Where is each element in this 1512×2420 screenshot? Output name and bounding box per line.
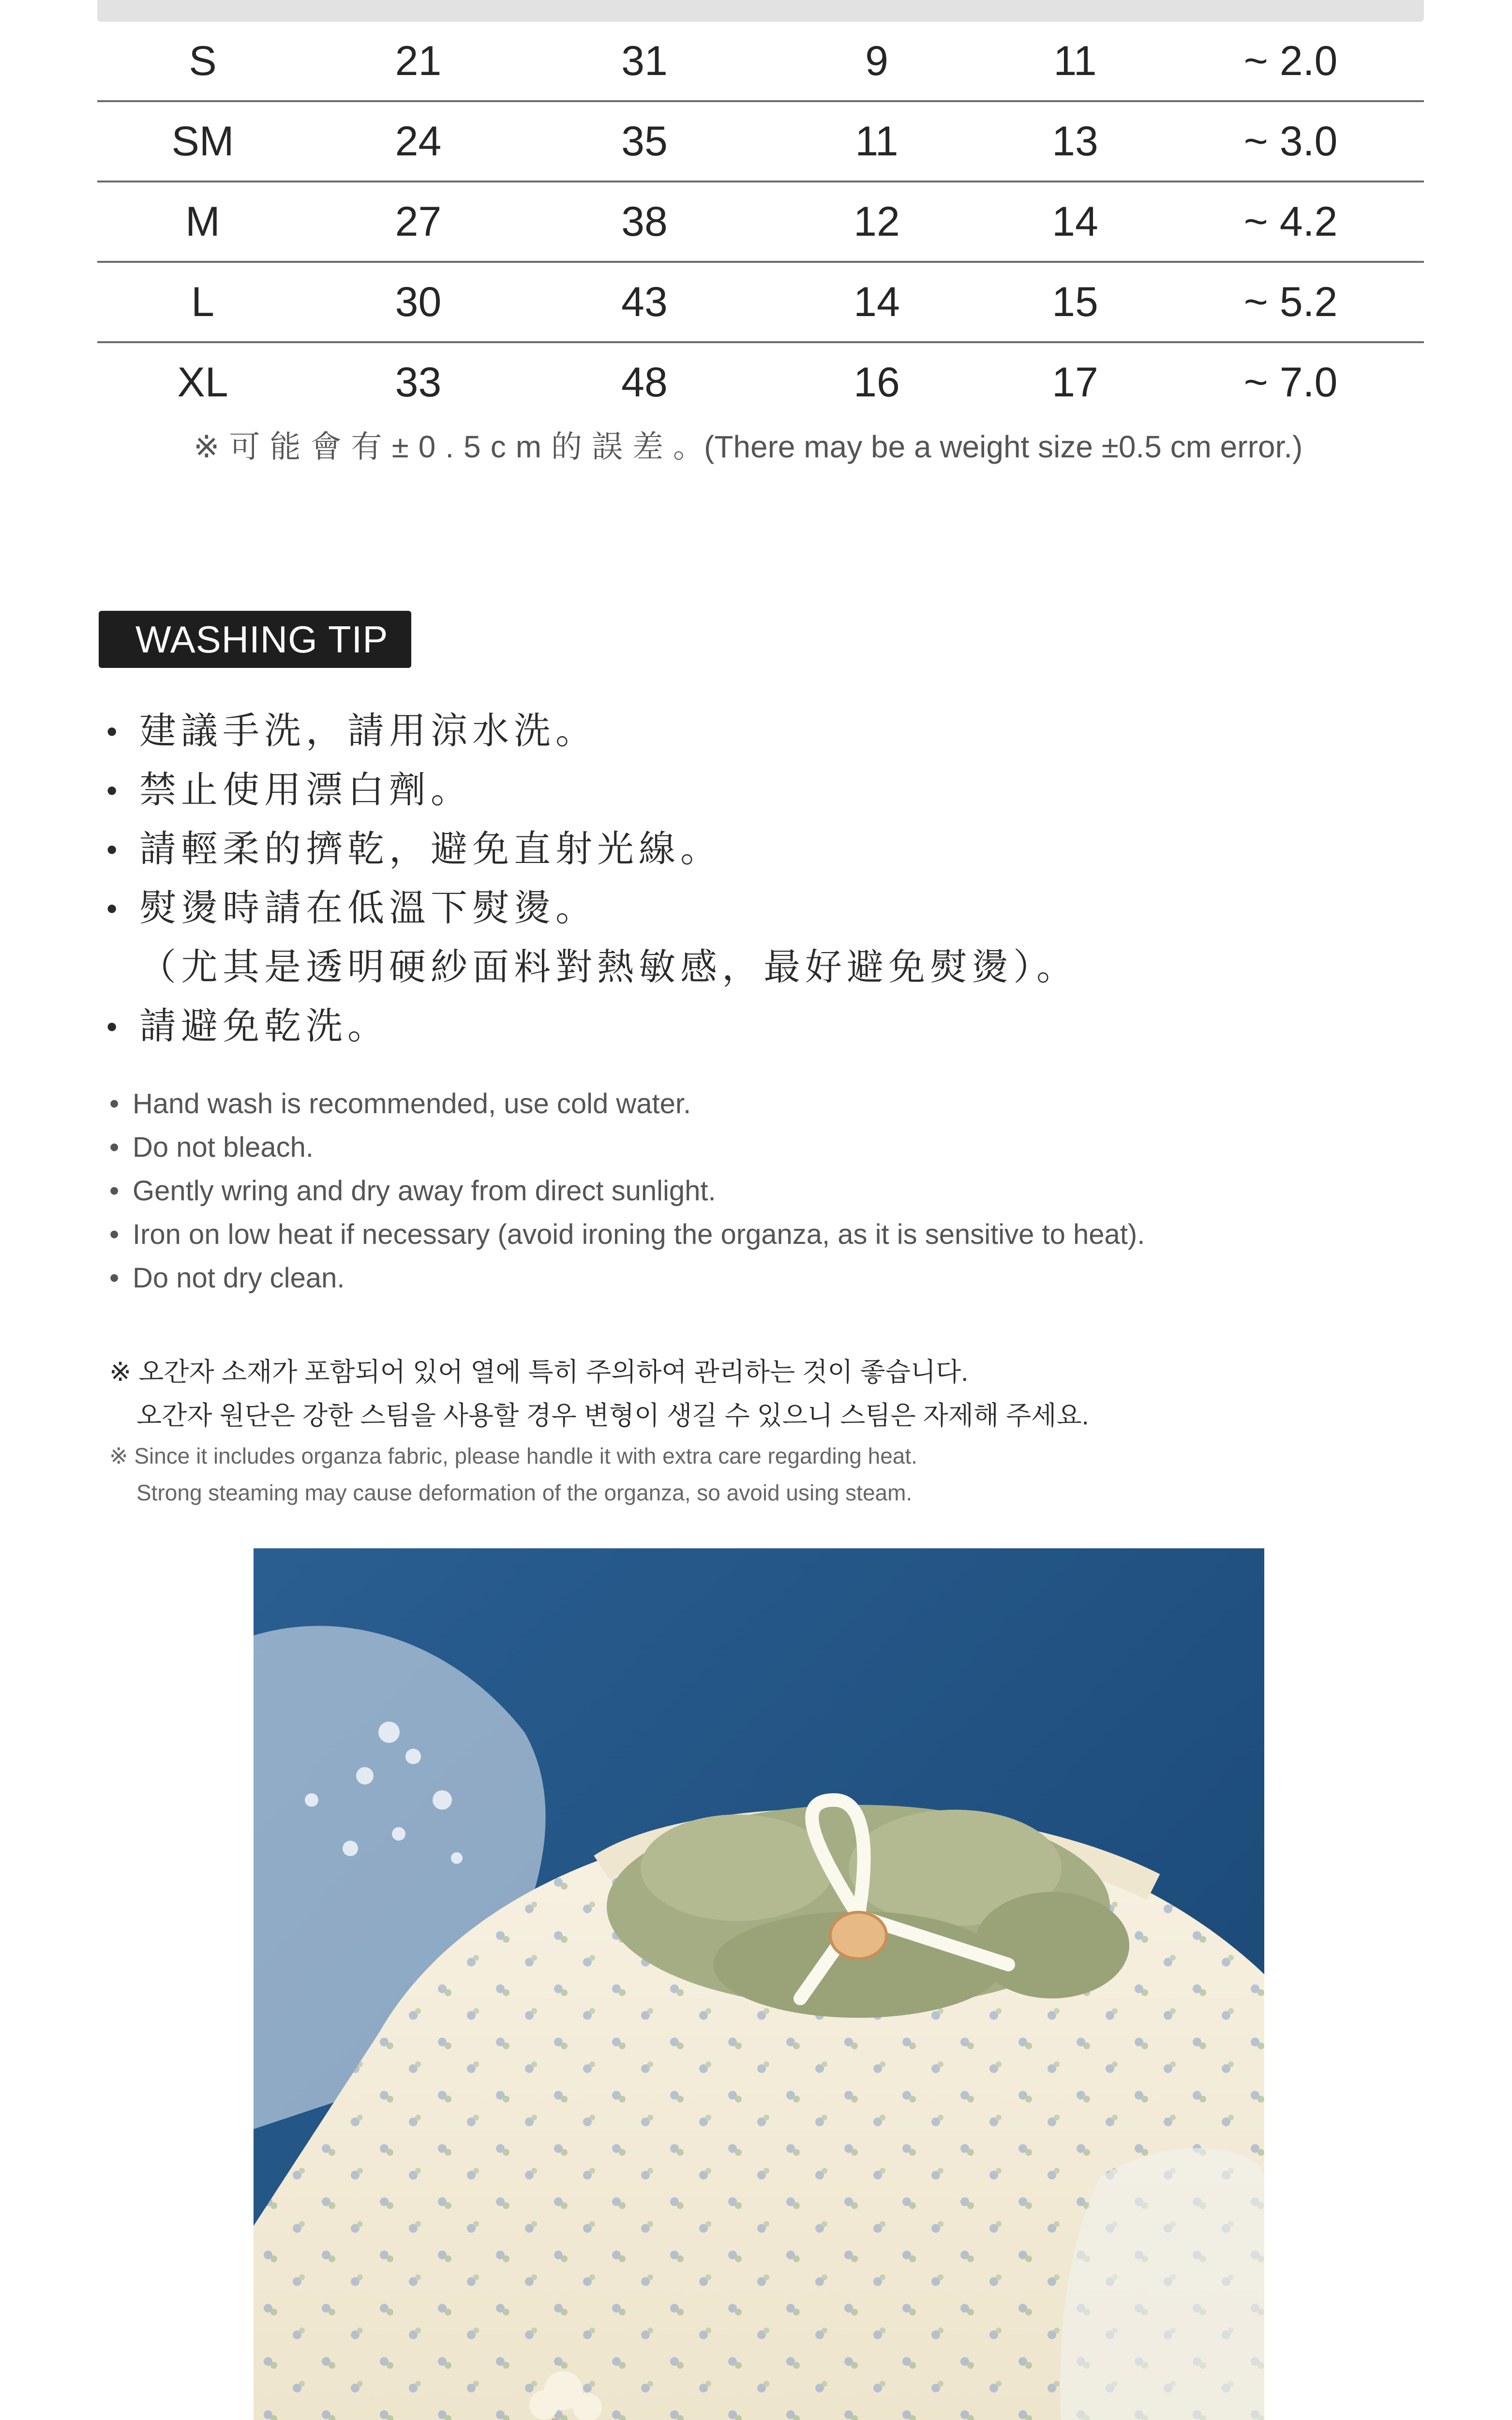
size-table	[97, 22, 1424, 422]
list-item-text: Hand wash is recommended, use cold water.	[133, 1088, 691, 1119]
size-label: L	[97, 262, 308, 342]
product-photo-illustration	[254, 1548, 1264, 2420]
list-item	[109, 1213, 1367, 1256]
gem-charm	[830, 1912, 886, 1959]
list-item	[109, 1082, 1367, 1126]
list-item-text: 禁止使用漂白劑。	[139, 770, 472, 811]
washing-tip-list-en	[109, 1082, 1367, 1300]
table-cell: 33	[395, 359, 442, 406]
weight-cell: ~ 4.2	[1157, 182, 1424, 262]
list-item	[106, 702, 1364, 761]
table-row	[97, 262, 1424, 342]
size-label: S	[97, 22, 308, 101]
size-label: M	[97, 182, 308, 262]
size-table-header-bar	[97, 0, 1424, 22]
table-cell: 9	[761, 22, 993, 101]
bullet: •	[106, 1009, 118, 1044]
table-cell: 14	[761, 262, 993, 342]
table-cell: 21	[308, 22, 528, 101]
weight-cell: ~ 2.0	[1157, 22, 1424, 101]
table-cell: 31	[528, 22, 761, 101]
list-item-text: 請輕柔的擠乾，避免直射光線。	[139, 829, 722, 870]
table-cell: 48	[621, 359, 668, 406]
weight-cell: ~ 5.2	[1157, 262, 1424, 342]
list-item-text: 熨燙時請在低溫下熨燙。	[139, 888, 597, 929]
size-label: SM	[97, 101, 308, 182]
table-cell: 27	[308, 182, 528, 262]
table-row	[97, 342, 1424, 422]
list-item-text: Gently wring and dry away from direct sunlight.	[133, 1175, 716, 1207]
notice-ko-line: 오간자 원단은 강한 스팀을 사용할 경우 변형이 생길 수 있으니 스팀은 자제해 주세요.	[136, 1401, 1089, 1430]
notice-ko-line: ※ 오간자 소재가 포함되어 있어 열에 특히 주의하여 관리하는 것이 좋습니다.	[109, 1358, 969, 1387]
weight-cell: ~ 3.0	[1157, 101, 1424, 182]
notice-en-line: Strong steaming may cause deformation of the organza, so avoid using steam.	[136, 1480, 913, 1505]
table-row	[97, 182, 1424, 262]
table-cell: 14	[993, 182, 1157, 262]
bullet: •	[106, 773, 118, 808]
bullet: •	[106, 832, 118, 867]
size-error-note-zh: ※可能會有±0.5cm的誤差	[194, 429, 674, 464]
list-item	[106, 879, 1364, 938]
bullet: •	[109, 1262, 120, 1294]
notice-en-line: ※ Since it includes organza fabric, please handle it with extra care regarding heat.	[109, 1443, 917, 1468]
washing-tip-list-zh	[106, 702, 1364, 1056]
list-item	[106, 761, 1364, 820]
table-cell: 38	[528, 182, 761, 262]
table-cell: 16	[853, 359, 900, 406]
size-error-note-en: 。(There may be a weight size ±0.5 cm error.)	[673, 429, 1303, 464]
list-item-text: Do not bleach.	[133, 1132, 314, 1163]
table-cell: 30	[308, 262, 528, 342]
list-item-text: Iron on low heat if necessary (avoid ironing the organza, as it is sensitive to heat).	[133, 1219, 1145, 1250]
size-error-note	[194, 422, 1355, 467]
list-item	[106, 820, 1364, 879]
list-item	[109, 1169, 1367, 1213]
list-item-text: （尤其是透明硬紗面料對熱敏感，最好避免熨燙）。	[139, 947, 1078, 988]
table-cell: 24	[308, 101, 528, 182]
table-cell: 11	[993, 22, 1157, 101]
list-item-text: 建議手洗，請用涼水洗。	[139, 711, 597, 752]
bullet: •	[106, 891, 118, 926]
table-cell: 13	[993, 101, 1157, 182]
table-row	[97, 22, 1424, 101]
bullet: •	[109, 1175, 120, 1207]
size-label: XL	[177, 359, 228, 406]
table-cell: 43	[528, 262, 761, 342]
bullet: •	[109, 1132, 120, 1163]
organza-care-notice	[109, 1350, 1367, 1511]
weight-cell: ~ 7.0	[1243, 359, 1338, 406]
list-item	[109, 1256, 1367, 1300]
table-cell: 17	[1052, 359, 1098, 406]
bullet: •	[109, 1219, 120, 1250]
bullet: •	[106, 714, 118, 749]
list-item	[109, 1126, 1367, 1169]
bullet: •	[109, 1088, 120, 1119]
product-photo	[254, 1548, 1264, 2420]
table-cell: 11	[761, 101, 993, 182]
washing-tip-title: WASHING TIP	[99, 611, 411, 668]
list-item-continuation	[106, 938, 1364, 997]
table-cell: 12	[761, 182, 993, 262]
list-item-text: 請避免乾洗。	[139, 1006, 389, 1047]
list-item-text: Do not dry clean.	[133, 1262, 345, 1294]
table-cell: 15	[993, 262, 1157, 342]
table-row	[97, 101, 1424, 182]
list-item	[106, 997, 1364, 1056]
table-cell: 35	[528, 101, 761, 182]
